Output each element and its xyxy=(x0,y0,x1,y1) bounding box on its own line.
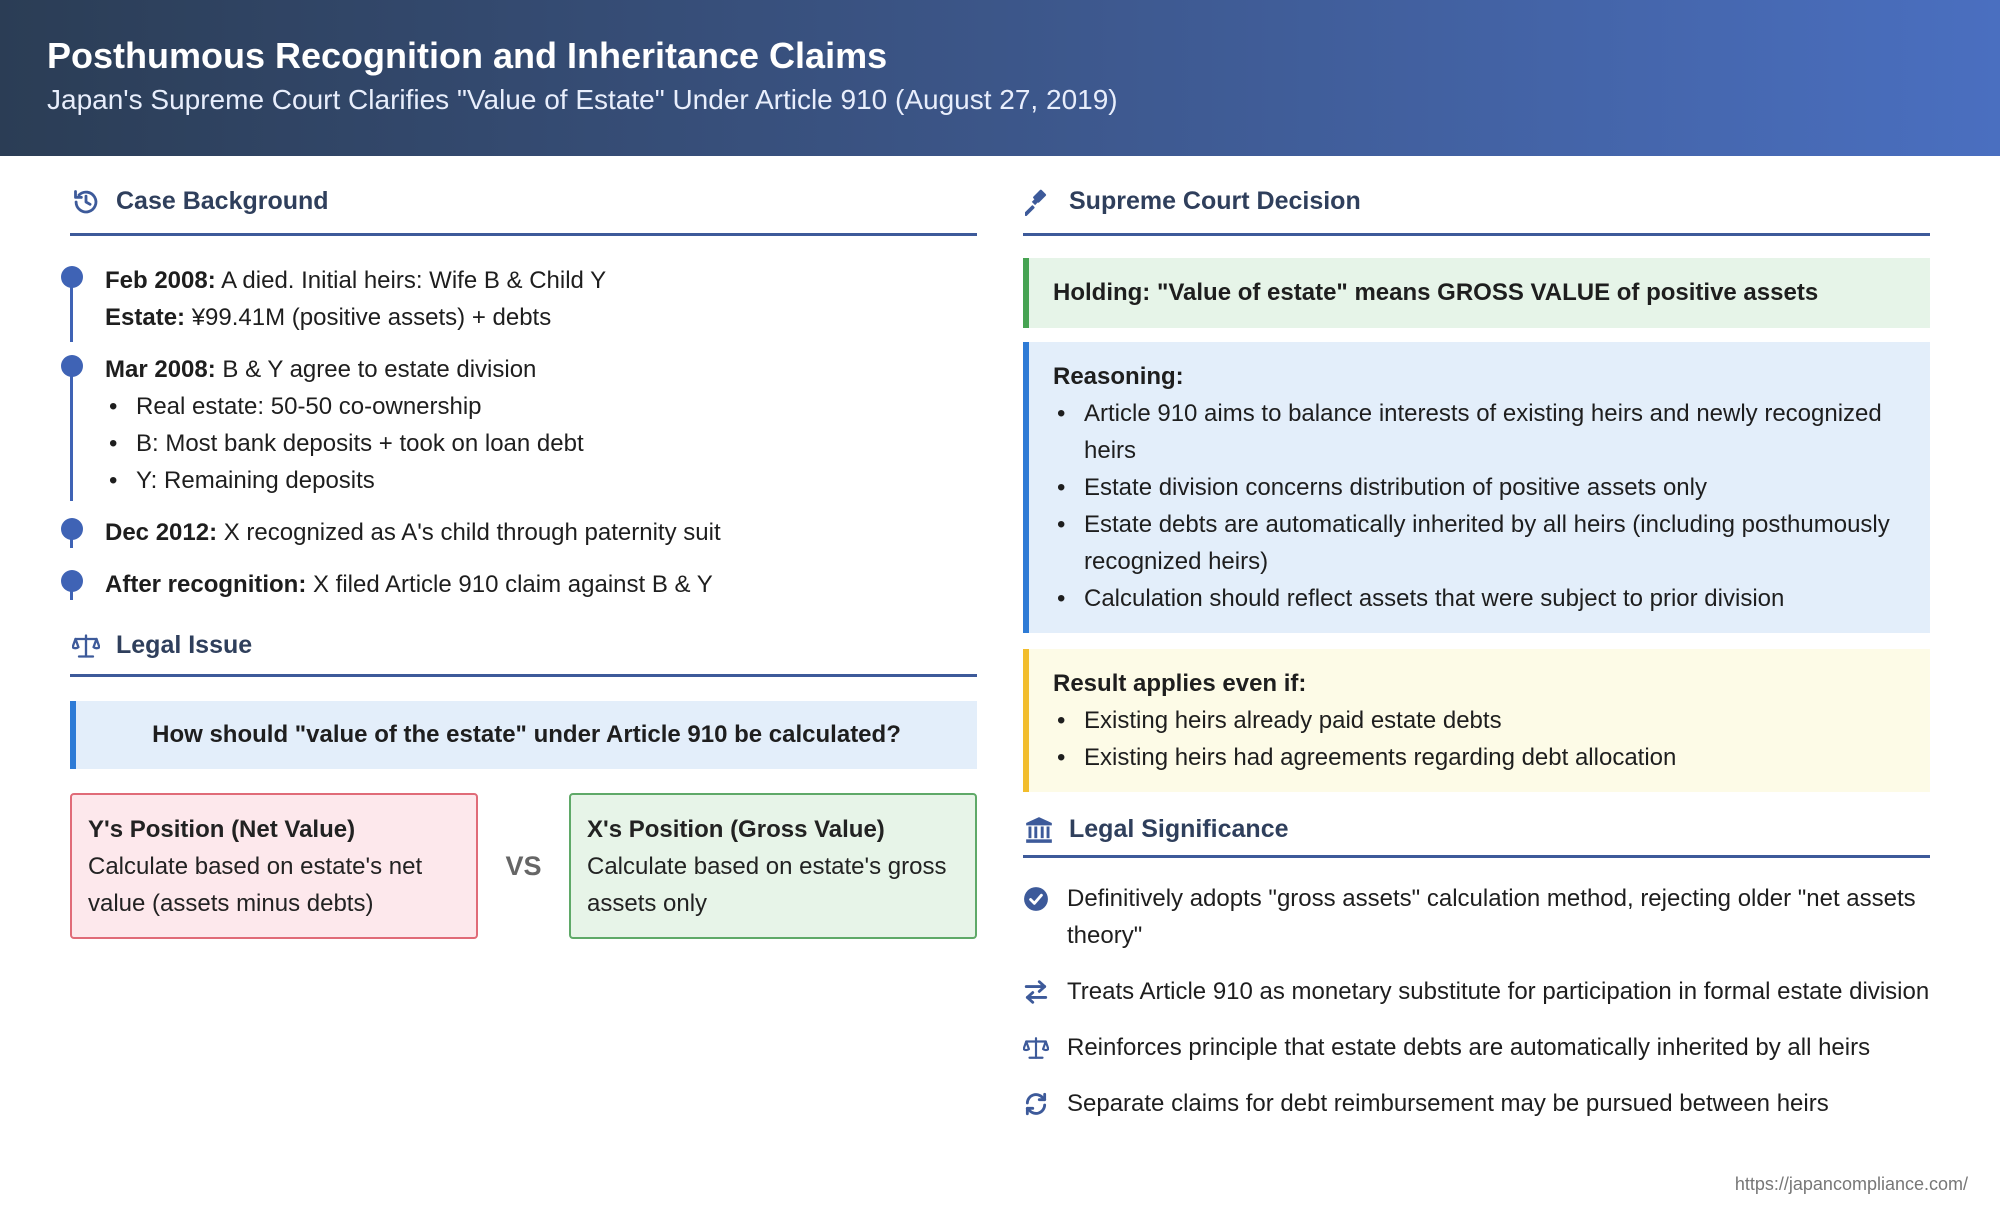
significance-title: Legal Significance xyxy=(1069,815,1289,843)
list-item: • Y: Remaining deposits xyxy=(105,462,977,499)
list-item: • Estate debts are automatically inherited by all heirs (including posthumously recognized heirs) xyxy=(1053,506,1906,580)
left-column xyxy=(70,156,977,939)
vs-label: VS xyxy=(505,850,542,881)
timeline-line xyxy=(70,371,73,501)
timeline xyxy=(70,262,977,603)
holding-box: Holding: "Value of estate" means GROSS VALUE of positive assets xyxy=(1023,258,1930,328)
timeline-event-after-recognition xyxy=(70,566,977,603)
scale-icon xyxy=(1023,1029,1055,1066)
significance-text: Separate claims for debt reimbursement may be pursued between heirs xyxy=(1067,1090,1829,1117)
scale-icon xyxy=(70,630,102,662)
exchange-icon xyxy=(1023,973,1055,1010)
timeline-event-mar-2008 xyxy=(70,351,977,499)
list-item xyxy=(1023,1085,1930,1122)
event-date: After recognition: xyxy=(105,571,307,598)
page-title: Posthumous Recognition and Inheritance Claims xyxy=(47,35,888,76)
list-item: • Article 910 aims to balance interests of existing heirs and newly recognized heirs xyxy=(1053,395,1906,469)
positions-comparison xyxy=(70,793,977,939)
landmark-icon xyxy=(1023,814,1055,846)
timeline-event-feb-2008 xyxy=(70,262,977,336)
right-column xyxy=(1023,156,1930,1141)
legal-issue-heading xyxy=(70,603,977,677)
significance-list xyxy=(1023,880,1930,1122)
event-text: ¥99.41M (positive assets) + debts xyxy=(185,304,552,331)
list-item: • B: Most bank deposits + took on loan debt xyxy=(105,425,977,462)
legal-issue-question: How should "value of the estate" under Article 910 be calculated? xyxy=(70,701,977,769)
result-list xyxy=(1053,702,1906,776)
list-item: • Existing heirs already paid estate debts xyxy=(1053,702,1906,739)
event-text: B & Y agree to estate division xyxy=(215,356,537,383)
legal-issue-title: Legal Issue xyxy=(116,631,253,659)
list-item xyxy=(1023,1029,1930,1066)
list-item: • Calculation should reflect assets that were subject to prior division xyxy=(1053,580,1906,617)
timeline-event-dec-2012 xyxy=(70,514,977,551)
reasoning-box xyxy=(1023,342,1930,633)
list-item xyxy=(1023,973,1930,1010)
event-date: Estate: xyxy=(105,304,186,331)
timeline-line xyxy=(70,586,73,600)
decision-heading xyxy=(1023,156,1930,236)
page-subtitle: Japan's Supreme Court Clarifies "Value of Estate" Under Article 910 (August 27, 2019) xyxy=(47,84,1118,115)
result-title: Result applies even if: xyxy=(1053,670,1307,697)
y-position-title: Y's Position (Net Value) xyxy=(88,816,356,843)
check-circle-icon xyxy=(1023,880,1055,917)
x-position-card xyxy=(569,793,977,939)
y-position-card xyxy=(70,793,478,939)
y-position-text: Calculate based on estate's net value (assets minus debts) xyxy=(88,853,423,917)
footer-url: https://japancompliance.com/ xyxy=(1734,1174,1968,1194)
x-position-title: X's Position (Gross Value) xyxy=(587,816,885,843)
sync-icon xyxy=(1023,1085,1055,1122)
list-item: • Estate division concerns distribution of positive assets only xyxy=(1053,469,1906,506)
event-bullets xyxy=(105,388,977,499)
event-text: A died. Initial heirs: Wife B & Child Y xyxy=(215,267,607,294)
reasoning-title: Reasoning: xyxy=(1053,363,1184,390)
event-date: Dec 2012: xyxy=(105,519,218,546)
event-text: X filed Article 910 claim against B & Y xyxy=(306,571,713,598)
case-background-title: Case Background xyxy=(116,187,329,215)
case-background-heading xyxy=(70,156,977,236)
event-date: Feb 2008: xyxy=(105,267,216,294)
significance-text: Treats Article 910 as monetary substitute for participation in formal estate division xyxy=(1067,978,1930,1005)
list-item: • Real estate: 50-50 co-ownership xyxy=(105,388,977,425)
list-item: • Existing heirs had agreements regarding debt allocation xyxy=(1053,739,1906,776)
event-text: X recognized as A's child through paternity suit xyxy=(217,519,721,546)
timeline-line xyxy=(70,534,73,548)
x-position-text: Calculate based on estate's gross assets only xyxy=(587,853,947,917)
list-item xyxy=(1023,880,1930,954)
significance-heading xyxy=(1023,792,1930,858)
gavel-icon xyxy=(1023,186,1055,218)
history-icon xyxy=(70,186,102,218)
result-box xyxy=(1023,649,1930,792)
significance-text: Reinforces principle that estate debts are automatically inherited by all heirs xyxy=(1067,1034,1871,1061)
page-header xyxy=(0,0,2000,156)
reasoning-list xyxy=(1053,395,1906,617)
significance-text: Definitively adopts "gross assets" calculation method, rejecting older "net assets theory" xyxy=(1067,885,1916,949)
event-date: Mar 2008: xyxy=(105,356,216,383)
timeline-line xyxy=(70,282,73,342)
decision-title: Supreme Court Decision xyxy=(1069,187,1361,215)
